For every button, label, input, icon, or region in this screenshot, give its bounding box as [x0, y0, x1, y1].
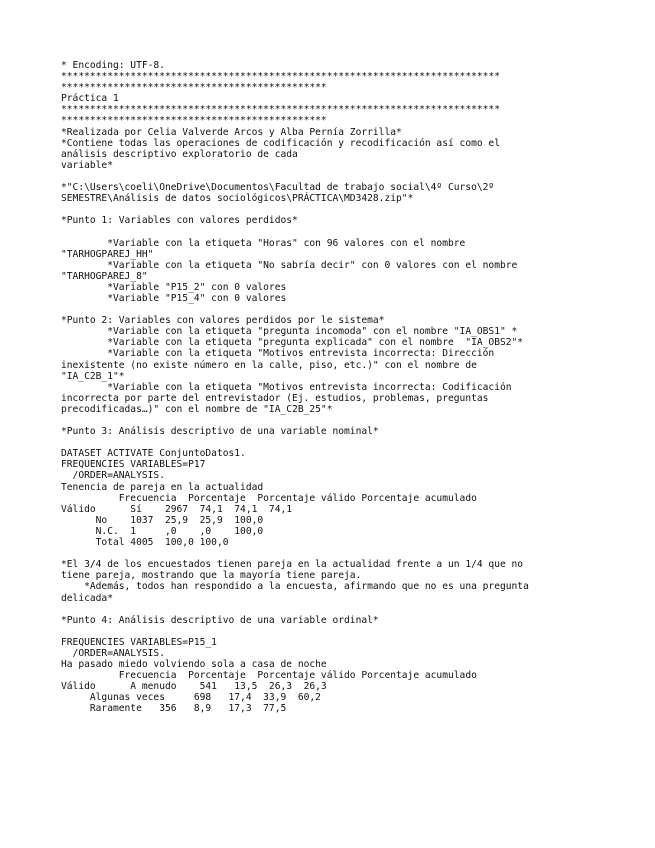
blank-line — [61, 204, 621, 215]
document-line: Algunas veces 698 17,4 33,9 60,2 — [61, 692, 321, 704]
document-line: *Variable con la etiqueta "pregunta explicada" con el nombre "IA_OBS2"* — [61, 337, 524, 349]
blank-line — [61, 171, 621, 182]
document-line: tiene pareja, mostrando que la mayoría tiene pareja. — [61, 570, 362, 582]
document-line: Ha pasado miedo volviendo sola a casa de noche — [61, 659, 327, 671]
blank-line — [61, 415, 621, 426]
document-line: *El 3/4 de los encuestados tienen pareja en la actualidad frente a un 1/4 que no — [61, 559, 524, 571]
document-line: *Variable con la etiqueta "Horas" con 96 valores con el nombre — [61, 237, 466, 249]
document-line: N.C. 1 ,0 ,0 100,0 — [61, 525, 264, 537]
document-line: "IA_C2B_1"* — [61, 370, 125, 382]
document-line: *Punto 3: Análisis descriptivo de una variable nominal* — [61, 426, 379, 438]
document-line: Válido A menudo 541 13,5 26,3 26,3 — [61, 681, 327, 693]
document-line: *Contiene todas las operaciones de codificación y recodificación así como el — [61, 137, 500, 149]
document-line: Frecuencia Porcentaje Porcentaje válido Porcentaje acumulado — [61, 492, 477, 504]
document-line: Total 4005 100,0 100,0 — [61, 537, 229, 549]
document-line: Válido Sí 2967 74,1 74,1 74,1 — [61, 503, 293, 515]
document-line: Práctica 1 — [61, 93, 119, 105]
blank-line — [61, 626, 621, 637]
blank-line — [61, 304, 621, 315]
document-line: ********************************************** — [61, 82, 327, 94]
document-line: análisis descriptivo exploratorio de cada — [61, 148, 298, 160]
document-line: *"C:\Users\coeli\OneDrive\Documentos\Facultad de trabajo social\4º Curso\2º — [61, 182, 495, 194]
document-line: Raramente 356 8,9 17,3 77,5 — [61, 703, 287, 715]
blank-line — [61, 437, 621, 448]
syntax-document — [61, 60, 621, 715]
document-line: ********************************************** — [61, 115, 327, 127]
blank-line — [61, 604, 621, 615]
document-line: FREQUENCIES VARIABLES=P15_1 — [61, 636, 217, 648]
document-line: *Variable con la etiqueta "No sabría decir" con 0 valores con el nombre — [61, 259, 518, 271]
document-line: *Punto 2: Variables con valores perdidos por le sistema* — [61, 315, 385, 327]
document-line: No 1037 25,9 25,9 100,0 — [61, 514, 264, 526]
document-line: "TARHOGPAREJ_HH" — [61, 248, 154, 260]
document-line: DATASET ACTIVATE ConjuntoDatos1. — [61, 448, 246, 460]
document-line: variable* — [61, 159, 113, 171]
document-line: *Además, todos han respondido a la encuesta, afirmando que no es una pregunta — [61, 581, 529, 593]
document-line: *Variable con la etiqueta "Motivos entrevista incorrecta: Codificación — [61, 381, 512, 393]
document-line: delicada* — [61, 592, 113, 604]
document-line: *Punto 4: Análisis descriptivo de una variable ordinal* — [61, 614, 379, 626]
blank-line — [61, 226, 621, 237]
document-line: *Punto 1: Variables con valores perdidos* — [61, 215, 298, 227]
document-line: *Realizada por Celia Valverde Arcos y Alba Pernía Zorrilla* — [61, 126, 402, 138]
document-line: inexistente (no existe número en la calle, piso, etc.)" con el nombre de — [61, 359, 477, 371]
document-line: /ORDER=ANALYSIS. — [61, 647, 165, 659]
document-line: "TARHOGPAREJ_8" — [61, 270, 148, 282]
document-line: SEMESTRE\Análisis de datos sociológicos\PRÁCTICA\MD3428.zip"* — [61, 193, 414, 205]
document-line: * Encoding: UTF-8. — [61, 60, 165, 71]
blank-line — [61, 548, 621, 559]
document-line: Frecuencia Porcentaje Porcentaje válido Porcentaje acumulado — [61, 670, 477, 682]
document-line: *Variable "P15_2" con 0 valores — [61, 281, 287, 293]
document-line: **************************************************************************** — [61, 71, 500, 83]
document-line: *Variable "P15_4" con 0 valores — [61, 292, 287, 304]
document-line: **************************************************************************** — [61, 104, 500, 116]
document-line: Tenencia de pareja en la actualidad — [61, 481, 264, 493]
document-line: /ORDER=ANALYSIS. — [61, 470, 165, 482]
document-line: incorrecta por parte del entrevistador (Ej. estudios, problemas, preguntas — [61, 392, 489, 404]
document-line: precodificadas…)" con el nombre de "IA_C2B_25"* — [61, 403, 333, 415]
document-line: FREQUENCIES VARIABLES=P17 — [61, 459, 206, 471]
document-line: *Variable con la etiqueta "Motivos entrevista incorrecta: Dirección — [61, 348, 495, 360]
document-line: *Variable con la etiqueta "pregunta incomoda" con el nombre "IA_OBS1" * — [61, 326, 518, 338]
